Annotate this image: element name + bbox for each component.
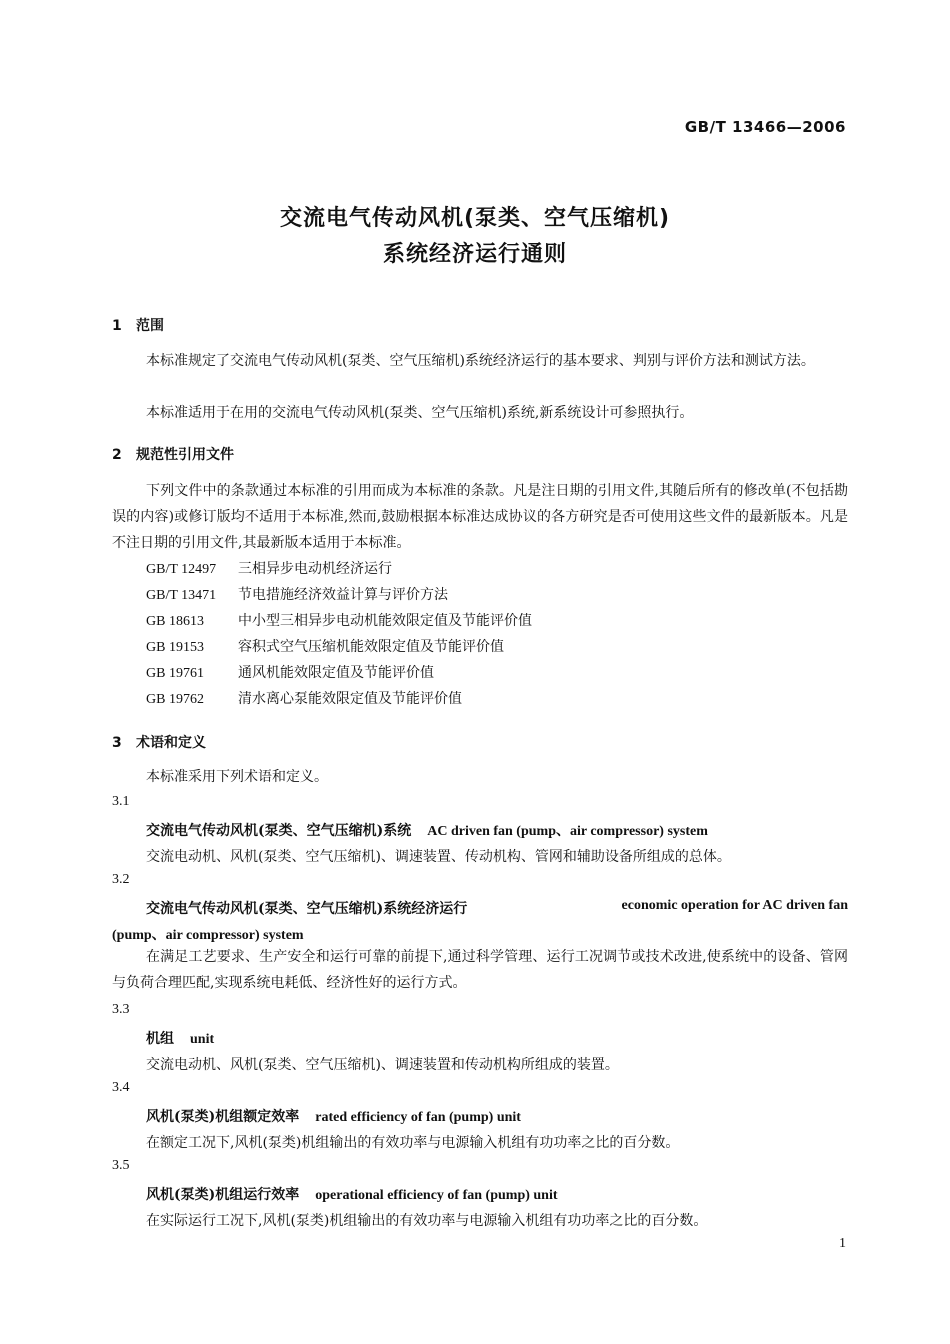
term-definition: 在实际运行工况下,风机(泵类)机组输出的有效功率与电源输入机组有功功率之比的百分数。 <box>146 1213 708 1229</box>
clause-number: 3.4 <box>112 1080 130 1095</box>
reference-code: GB 19762 <box>146 692 204 707</box>
term-en: AC driven fan (pump、air compressor) system <box>427 824 708 839</box>
term-en: rated efficiency of fan (pump) unit <box>315 1110 521 1125</box>
term-heading <box>146 898 848 918</box>
section-title: 范围 <box>136 318 164 334</box>
section-1-paragraph-1: 本标准规定了交流电气传动风机(泵类、空气压缩机)系统经济运行的基本要求、判别与评价方法和测试方法。 <box>146 353 815 369</box>
term-en: unit <box>190 1032 215 1047</box>
section-1-heading <box>112 315 164 335</box>
reference-item <box>146 610 532 630</box>
term-heading <box>146 820 708 840</box>
reference-title: 三相异步电动机经济运行 <box>238 561 392 577</box>
section-number: 3 <box>112 735 122 751</box>
section-number: 1 <box>112 318 122 334</box>
section-3-intro: 本标准采用下列术语和定义。 <box>146 769 328 785</box>
reference-code: GB 19761 <box>146 666 204 681</box>
reference-item <box>146 584 448 604</box>
section-title: 规范性引用文件 <box>136 447 234 463</box>
term-heading <box>146 1028 214 1048</box>
reference-title: 清水离心泵能效限定值及节能评价值 <box>238 691 462 707</box>
term-zh: 交流电气传动风机(泵类、空气压缩机)系统经济运行 <box>146 901 468 917</box>
term-heading <box>146 1106 521 1126</box>
section-2-heading <box>112 444 234 464</box>
clause-number: 3.2 <box>112 872 130 887</box>
term-heading <box>146 1184 558 1204</box>
term-en-continued: (pump、air compressor) system <box>112 928 304 943</box>
reference-title: 通风机能效限定值及节能评价值 <box>238 665 434 681</box>
term-definition: 在满足工艺要求、生产安全和运行可靠的前提下,通过科学管理、运行工况调节或技术改进,使系统中的设备、管网与负荷合理匹配,实现系统电耗低、经济性好的运行方式。 <box>112 949 848 991</box>
term-definition: 交流电动机、风机(泵类、空气压缩机)、调速装置和传动机构所组成的装置。 <box>146 1057 619 1073</box>
document-title-line2: 系统经济运行通则 <box>382 242 567 267</box>
term-zh: 风机(泵类)机组运行效率 <box>146 1187 300 1203</box>
reference-item <box>146 636 504 656</box>
standard-number: GB/T 13466—2006 <box>684 118 846 136</box>
clause-number: 3.5 <box>112 1158 130 1173</box>
document-title-line1: 交流电气传动风机(泵类、空气压缩机) <box>279 206 671 231</box>
reference-title: 中小型三相异步电动机能效限定值及节能评价值 <box>238 613 532 629</box>
term-zh: 机组 <box>146 1031 174 1047</box>
reference-code: GB 19153 <box>146 640 204 655</box>
reference-code: GB 18613 <box>146 614 204 629</box>
term-zh: 交流电气传动风机(泵类、空气压缩机)系统 <box>146 823 412 839</box>
clause-number: 3.1 <box>112 794 130 809</box>
section-1-paragraph-2: 本标准适用于在用的交流电气传动风机(泵类、空气压缩机)系统,新系统设计可参照执行。 <box>146 405 694 421</box>
reference-item <box>146 558 392 578</box>
term-definition: 交流电动机、风机(泵类、空气压缩机)、调速装置、传动机构、管网和辅助设备所组成的总体。 <box>146 849 731 865</box>
reference-title: 容积式空气压缩机能效限定值及节能评价值 <box>238 639 504 655</box>
term-en: operational efficiency of fan (pump) unit <box>315 1188 558 1203</box>
section-2-paragraph-1: 下列文件中的条款通过本标准的引用而成为本标准的条款。凡是注日期的引用文件,其随后所有的修改单(不包括勘误的内容)或修订版均不适用于本标准,然而,鼓励根据本标准达成协议的各方研究是否可使用这些文件的最新版本。凡是不注日期的引用文件,其最新版本适用于本标准。 <box>112 483 848 551</box>
reference-item <box>146 662 434 682</box>
section-3-heading <box>112 732 206 752</box>
section-title: 术语和定义 <box>136 735 206 751</box>
section-number: 2 <box>112 447 122 463</box>
reference-code: GB/T 12497 <box>146 562 217 577</box>
reference-code: GB/T 13471 <box>146 588 217 603</box>
term-en: economic operation for AC driven fan <box>621 898 848 913</box>
reference-title: 节电措施经济效益计算与评价方法 <box>238 587 448 603</box>
page-number: 1 <box>839 1236 846 1251</box>
term-definition: 在额定工况下,风机(泵类)机组输出的有效功率与电源输入机组有功功率之比的百分数。 <box>146 1135 680 1151</box>
reference-item <box>146 688 462 708</box>
term-zh: 风机(泵类)机组额定效率 <box>146 1109 300 1125</box>
clause-number: 3.3 <box>112 1002 130 1017</box>
